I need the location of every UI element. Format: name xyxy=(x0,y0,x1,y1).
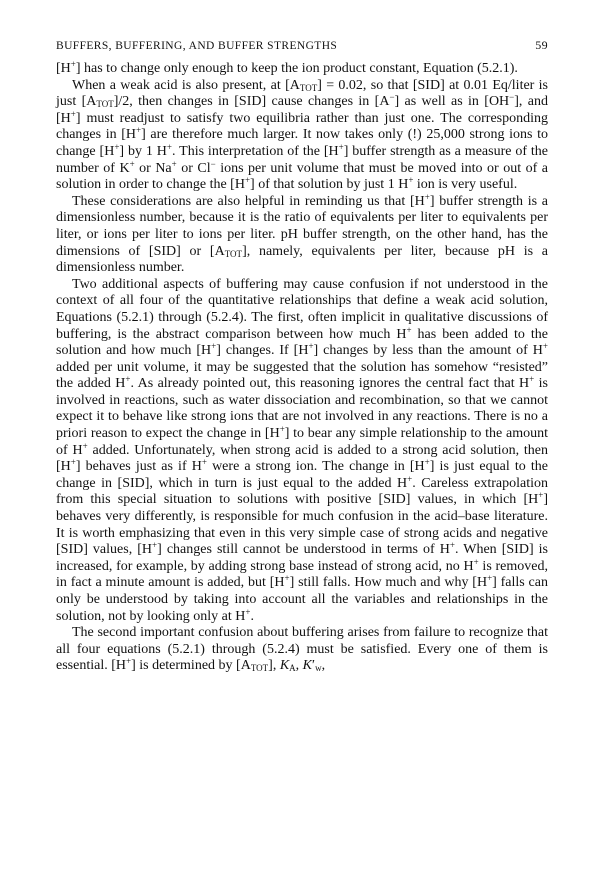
running-title: BUFFERS, BUFFERING, AND BUFFER STRENGTHS xyxy=(56,40,338,52)
paragraph: [H+] has to change only enough to keep the ion product constant, Equation (5.2.1). xyxy=(56,59,518,76)
body-text xyxy=(56,61,548,675)
paragraph: The second important confusion about buffering arises from failure to recognize that all four equations (5.2.1) through (5.2.4) must be satisfied. Every one of them is essential. [H+] is determined by $[A_{TOT}]$, $K_A$, $K'_w$, xyxy=(56,625,548,674)
paragraph: Two additional aspects of buffering may cause confusion if not understood in the context of all four of the quantitative relationships that define a weak acid solution, Equations (5.2.1) through (5.2.4). The first, often implicit in qualitative discussions of buffering, is the abstract comparison between how much H+ has been added to the solution and how much [H+] changes. If [H+] changes by less than the amount of H+ added per unit volume, it may be suggested that the solution has somehow “resisted” the added H+. As already pointed out, this reasoning ignores the central fact that H+ is involved in reactions, such as water dissociation and recombination, so that we cannot expect it to behave like strong ions that are not involved in any reactions. There is no a priori reason to expect the change in [H+] to bear any simple relationship to the amount of H+ added. Unfortunately, when strong acid is added to a strong acid solution, then [H+] behaves just as if H+ were a strong ion. The change in [H+] is just equal to the change in [SID], which in turn is just equal to the added H+. Careless extrapolation from this special situation to solutions with positive [SID] values, in which [H+] behaves very differently, is responsible for much confusion in the acid–base literature. It is worth emphasizing that even in this very simple case of strong acids and negative [SID] values, [H+] changes still cannot be understood in terms of H+. When [SID] is increased, for example, by adding strong base instead of strong acid, no H+ is removed, in fact a minute amount is added, but [H+] still falls. How much and why [H+] falls can only be understood by taking into account all the variables and relationships in the solution, not by looking only at H+. xyxy=(56,276,549,624)
page-number: 59 xyxy=(535,38,548,52)
book-page xyxy=(56,38,548,675)
paragraph: When a weak acid is also present, at $[A_{TOT}] = 0.02$, so that [SID] at 0.01 Eq/liter is just $[A_{TOT}]/2$, then changes in [SID] cause changes in [A−] as well as in [OH−], and [H+] must readjust to satisfy two equilibria rather than just one. The corresponding changes in [H+] are therefore much larger. It now takes only (!) 25,000 strong ions to change [H+] by 1 H+. This interpretation of the [H+] buffer strength as a measure of the number of K+ or Na+ or Cl− ions per unit volume that must be moved into or out of a solution in order to change the [H+] of that solution by just 1 H+ ion is very useful. xyxy=(56,77,549,193)
paragraph: These considerations are also helpful in reminding us that [H+] buffer strength is a dimensionless number, because it is the ratio of equivalents per liter to equivalents per liter, or ions per liter to ions per liter. pH buffer strength, on the other hand, has the dimensions of [SID] or $[A_{TOT}]$, namely, equivalents per liter, because pH is a dimensionless number. xyxy=(56,191,549,276)
running-header xyxy=(56,38,548,53)
